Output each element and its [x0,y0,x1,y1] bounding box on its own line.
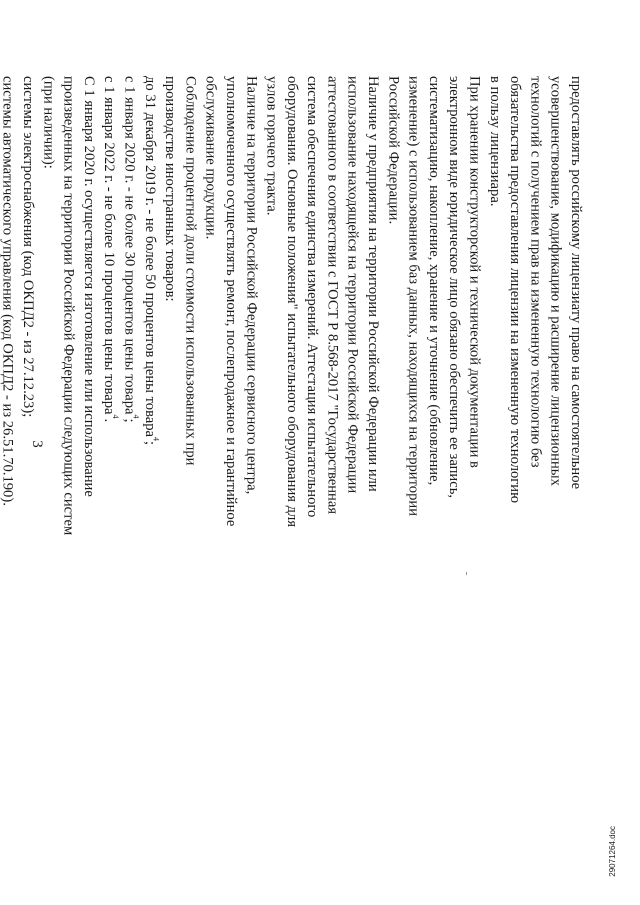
text-line: оборудования. Основные положения" испытательного оборудования для [283,76,300,528]
text-line [139,76,159,608]
text-line: технологий с получением прав на измененную технологию без [527,76,544,468]
text-line-content: с 1 января 2022 г. - не более 10 процентов цены товара [101,76,118,415]
text-line: производстве иностранных товаров: [162,76,179,302]
text-line: аттестованного в соответствии с ГОСТ Р 8.568-2017 "Государственная [324,76,341,515]
text-line: усовершенствование, модификацию и расширение лицензионных [547,76,564,486]
text-line-content: с 1 января 2020 г. - не более 30 процентов цены товара [121,76,138,415]
text-line: использование находящейся на территории Российской Федерации [344,76,361,494]
text-line: С 1 января 2020 г. осуществляется изготовление или использование [80,76,97,497]
text-line: в пользу лицензиара. [486,76,503,207]
footnote-marker: 4 [131,414,141,419]
text-line: электронном виде юридическое лицо обязано обеспечить ее запись, [446,76,463,499]
scan-mark [466,572,467,575]
text-line: обслуживание продукции. [202,76,219,240]
text-line: При хранении конструкторской и технической документации в [466,76,483,468]
text-line [119,76,139,608]
text-line: узлов горячего тракта. [263,76,280,216]
line-end: . [101,418,118,423]
text-line: обязательства предоставления лицензии на измененную технологию [507,76,524,503]
text-line: Наличие у предприятия на территории Российской Федерации или [365,76,382,492]
line-end: ; [141,441,158,446]
document-body [0,76,586,608]
text-line: Российской Федерации. [385,76,402,225]
text-line: (при наличии): [40,76,57,169]
text-line: систематизацию, накопление, хранение и уточнение (обновление, [425,76,442,486]
text-line [99,76,119,608]
text-line: системы автоматического управления (код ОКПД2 - из 26.51.70.190). [0,76,16,506]
footnote-marker: 4 [111,414,121,419]
text-line: системы электроснабжения (код ОКПД2 - из 27.12.23); [19,76,36,418]
text-line: уполномоченного осуществлять ремонт, послепродажное и гарантийное [222,76,239,527]
text-line: система обеспечения единства измерений. Аттестация испытательного [304,76,321,518]
text-line: Соблюдение процентной доли стоимости использованных при [182,76,199,466]
text-line-content: до 31 декабря 2019 г. - не более 50 процентов цены товара [141,76,158,438]
footnote-marker: 4 [151,437,161,442]
page-number: 3 [28,440,45,448]
text-line: Наличие на территории Российской Федерации сервисного центра, [243,76,260,495]
document-filename: 29071264.doc [608,826,617,877]
text-line: изменение) с использованием баз данных, находящихся на территории [405,76,422,517]
text-line: произведенных на территории Российской Федерации следующих систем [60,76,77,536]
line-end: ; [121,418,138,423]
text-line: предоставлять российскому лицензиату право на самостоятельное [568,76,584,490]
